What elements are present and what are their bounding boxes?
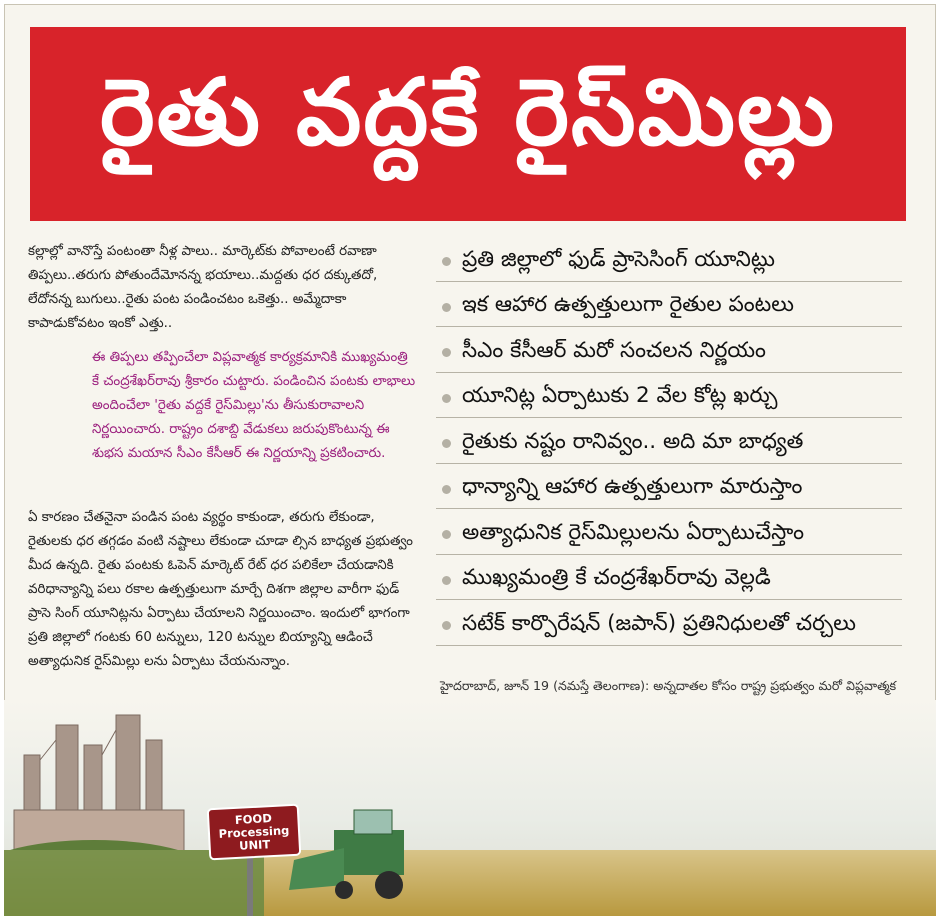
bullet-item: యూనిట్ల ఏర్పాటుకు 2 వేల కోట్ల ఖర్చు <box>436 373 902 419</box>
bullet-item: ఇక ఆహార ఉత్పత్తులుగా రైతుల పంటలు <box>436 282 902 328</box>
food-processing-sign: FOOD Processing UNIT <box>207 804 302 861</box>
dateline-paragraph: హైదరాబాద్‌, జూన్‌ 19 (నమస్తే తెలంగాణ): అన్నదాతల కోసం రాష్ట్ర ప్రభుత్వం మరో విప్లవాత్మక <box>440 678 897 693</box>
bullet-item: అత్యాధునిక రైస్‌మిల్లులను ఏర్పాటుచేస్తాం <box>436 509 902 555</box>
bullet-dot-icon <box>442 530 451 539</box>
bullet-item: సీఎం కేసీఆర్‌ మరో సంచలన నిర్ణయం <box>436 327 902 373</box>
bullet-item: ముఖ్యమంత్రి కే చంద్రశేఖర్‌రావు వెల్లడి <box>436 555 902 601</box>
bullet-item: ధాన్యాన్ని ఆహార ఉత్పత్తులుగా మారుస్తాం <box>436 464 902 510</box>
bullet-dot-icon <box>442 439 451 448</box>
bullet-item: రైతుకు నష్టం రానివ్వం.. అది మా బాధ్యత <box>436 418 902 464</box>
bullet-dot-icon <box>442 621 451 630</box>
bullet-dot-icon <box>442 394 451 403</box>
bullet-dot-icon <box>442 485 451 494</box>
bullet-dot-icon <box>442 257 451 266</box>
bullet-dot-icon <box>442 576 451 585</box>
bullet-list <box>436 236 902 646</box>
farm-photo <box>4 700 936 916</box>
bullet-item: సటేక్‌ కార్పొరేషన్‌ (జపాన్‌) ప్రతినిధులతో చర్చలు <box>436 600 902 646</box>
headline-text: రైతు వద్దకే రైస్‌మిల్లు <box>100 59 836 166</box>
cm-quote-paragraph: ఏ కారణం చేతనైనా పండిన పంట వ్యర్థం కాకుండా, తరుగు లేకుండా, రైతులకు ధర తగ్గడం వంటి నష్టాలు లేకుండా చూడా ల్సిన బాధ్యత ప్రభుత్వం మీద ఉన్నది. రైతు పంటకు ఓపెన్‌ మార్కెట్‌ రేట్‌ ధర పలికేలా చేయడానికి వరిధాన్యాన్ని పలు రకాల ఉత్పత్తులుగా మార్చే దిశగా జిల్లాల వారీగా ఫుడ్‌ ప్రాసె సింగ్‌ యూనిట్లను ఏర్పాటు చేయాలని నిర్ణయించాం. ఇందులో భాగంగా ప్రతి జిల్లాలో గంటకు 60 టన్నులు, 120 టన్నుల బియ్యాన్ని ఆడించే అత్యాధునిక రైస్‌మిల్లు లను ఏర్పాటు చేయనున్నాం. <box>28 510 413 669</box>
lead-paragraph: కల్లాల్లో వానొస్తే పంటంతా నీళ్ల పాలు.. మార్కెట్‌కు పోవాలంటే రవాణా తిప్పలు..తరుగు పోతుందేమోనన్న భయాలు..మద్దతు ధర దక్కుతదో, లేదోనన్న బుగులు..రైతు పంట పండించటం ఒకెత్తు.. అమ్మేదాకా కాపాడుకోవటం ఇంకో ఎత్తు.. <box>28 244 378 331</box>
bullet-dot-icon <box>442 303 451 312</box>
headline-banner <box>30 27 906 221</box>
bullet-dot-icon <box>442 348 451 357</box>
bullet-item: ప్రతి జిల్లాలో ఫుడ్‌ ప్రాసెసింగ్‌ యూనిట్లు <box>436 236 902 282</box>
highlight-paragraph: ఈ తిప్పలు తప్పించేలా విప్లవాత్మక కార్యక్రమానికి ముఖ్యమంత్రి కే చంద్రశేఖర్‌రావు శ్రీకారం చుట్టారు. పండించిన పంటకు లాభాలు అందించేలా 'రైతు వద్దకే రైస్‌మిల్లు'ను తీసుకురావాలని నిర్ణయించారు. రాష్ట్రం దశాబ్ది వేడుకలు జరుపుకొంటున్న ఈ శుభస మయాన సీఎం కేసీఆర్‌ ఈ నిర్ణయాన్ని ప్రకటించారు. <box>92 350 416 461</box>
